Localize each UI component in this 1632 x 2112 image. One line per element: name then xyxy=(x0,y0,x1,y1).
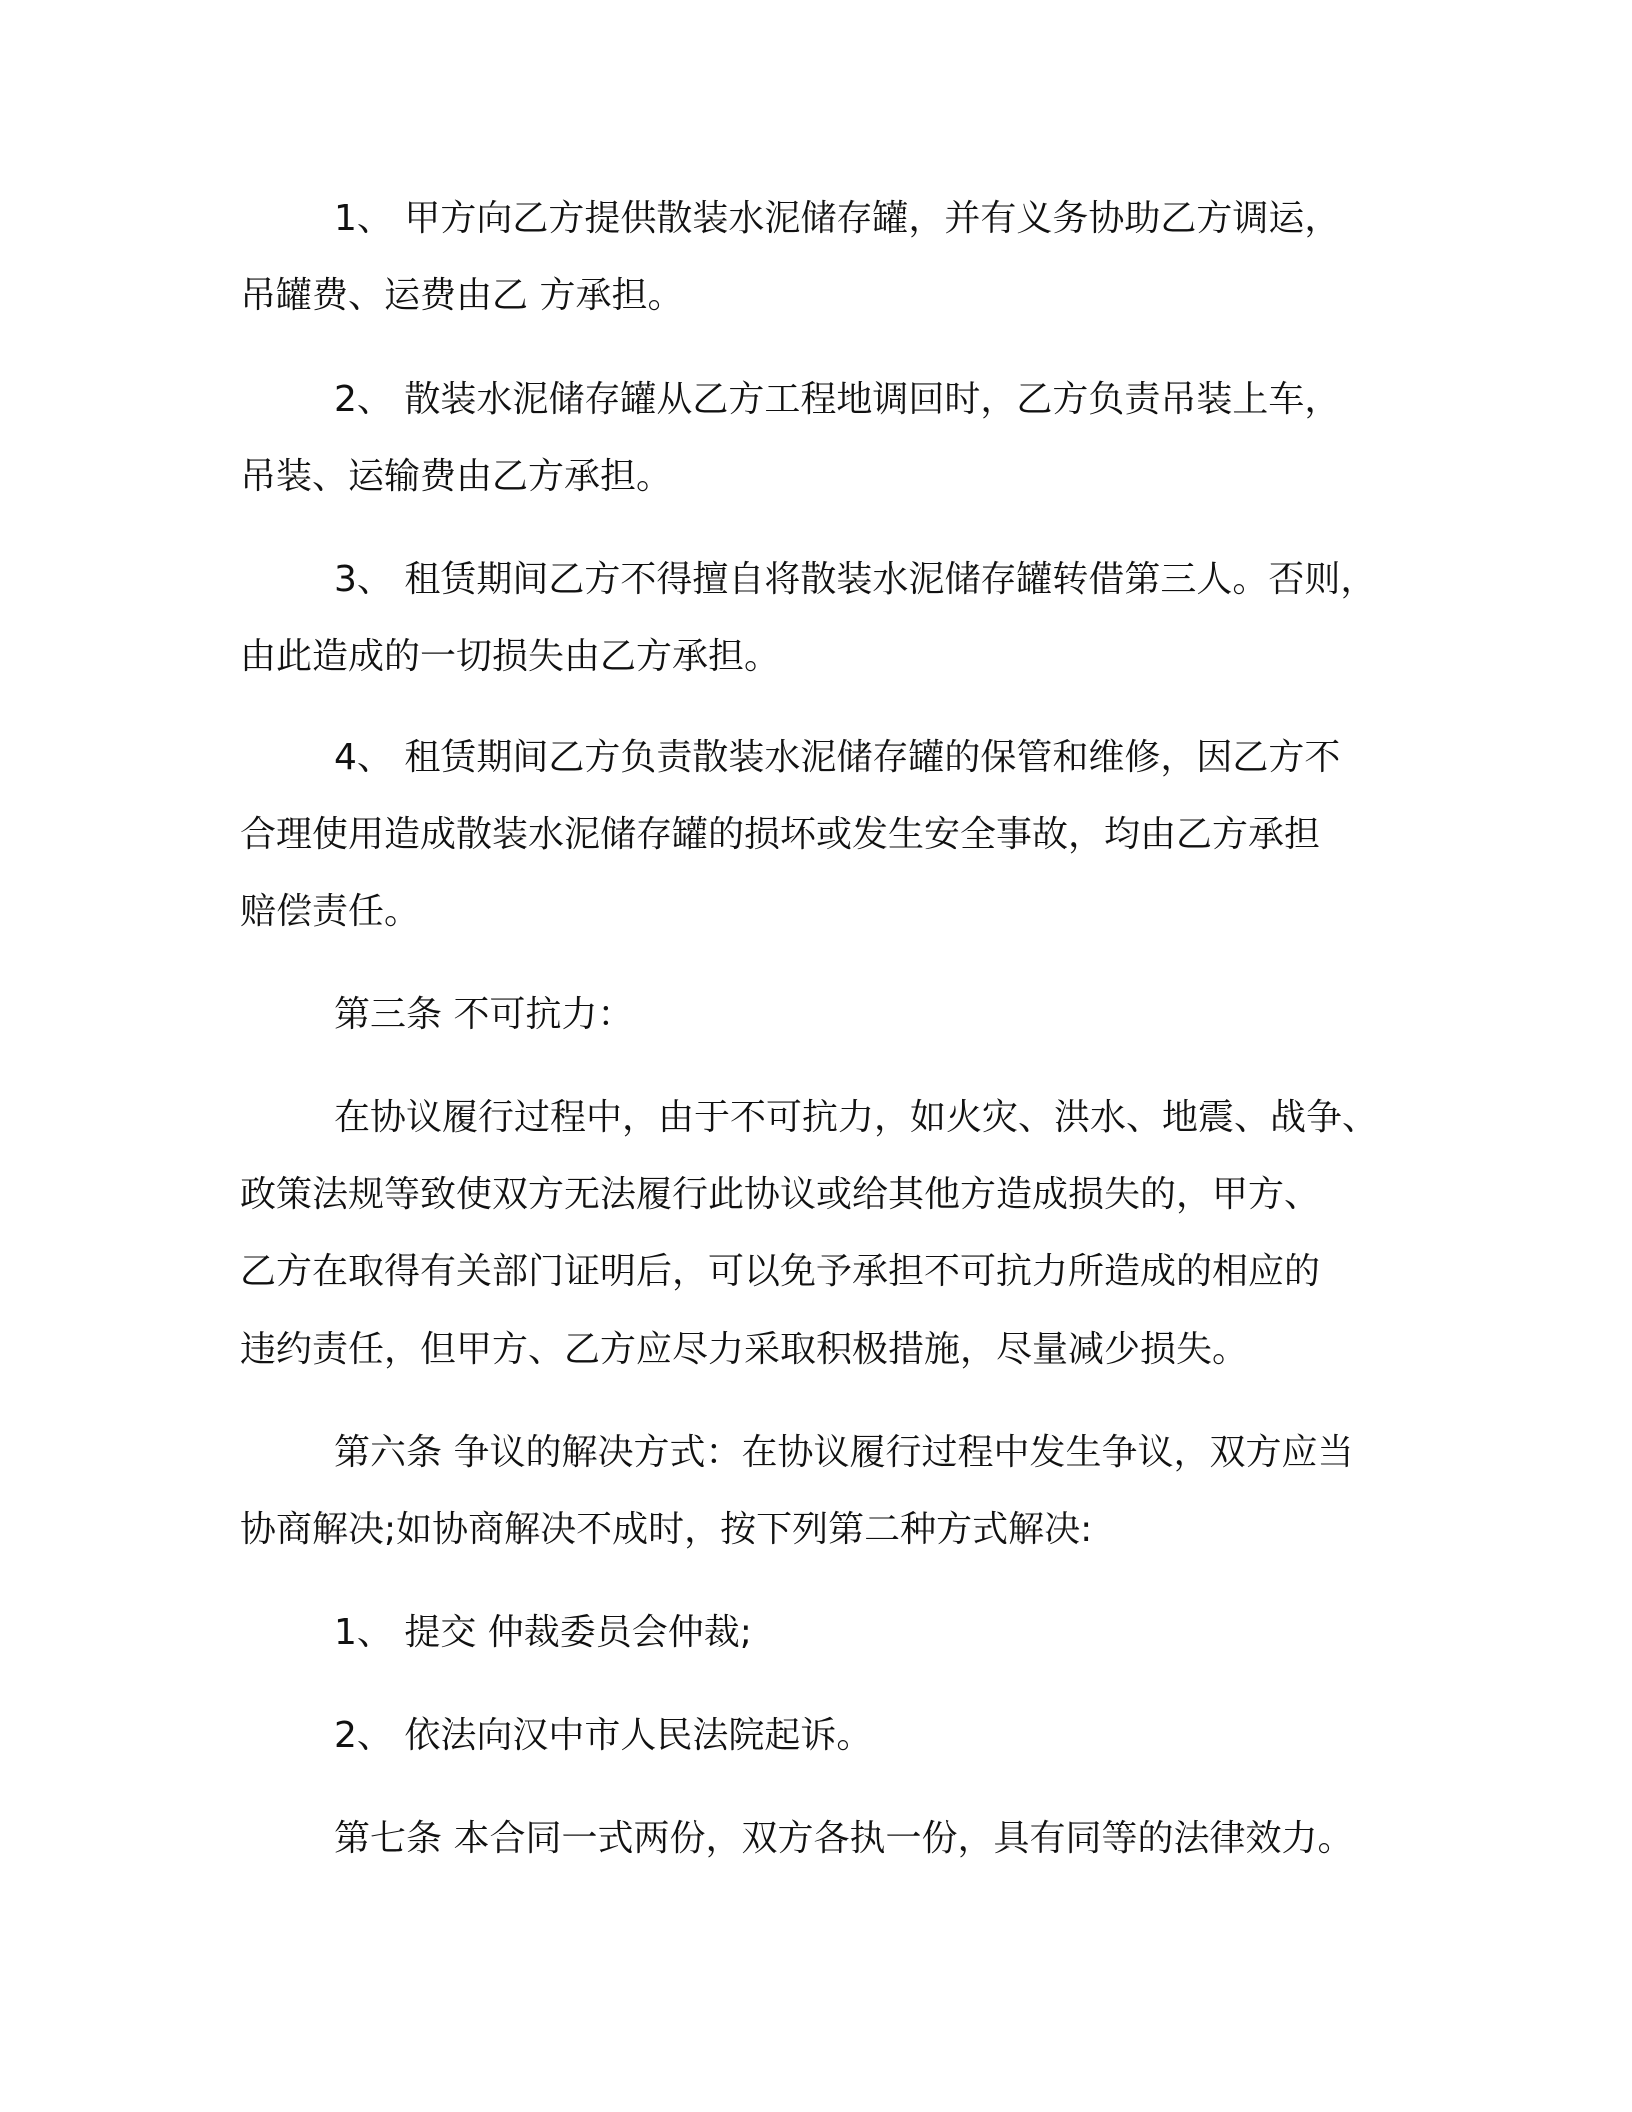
article-3-para-line-4: 违约责任，但甲方、乙方应尽力采取积极措施，尽量减少损失。 xyxy=(240,1329,1249,1370)
article-3-heading: 第三条 不可抗力： xyxy=(334,994,634,1035)
article-3-para-line-2: 政策法规等致使双方无法履行此协议或给其他方造成损失的，甲方、 xyxy=(240,1174,1321,1215)
clause-2-line-1: 2、 散装水泥储存罐从乙方工程地调回时，乙方负责吊装上车， xyxy=(334,379,1341,420)
clause-3-line-1: 3、 租赁期间乙方不得擅自将散装水泥储存罐转借第三人。否则， xyxy=(334,559,1377,600)
article-6-line-2: 协商解决;如协商解决不成时，按下列第二种方式解决: xyxy=(240,1509,1093,1550)
article-3-para-line-1: 在协议履行过程中，由于不可抗力，如火灾、洪水、地震、战争、 xyxy=(334,1097,1379,1138)
dispute-option-1: 1、 提交 仲裁委员会仲裁; xyxy=(334,1612,752,1653)
clause-3-line-2: 由此造成的一切损失由乙方承担。 xyxy=(240,636,781,677)
article-3-para-line-3: 乙方在取得有关部门证明后，可以免予承担不可抗力所造成的相应的 xyxy=(240,1251,1321,1292)
clause-4-line-2: 合理使用造成散装水泥储存罐的损坏或发生安全事故，均由乙方承担 xyxy=(240,814,1321,855)
clause-1-line-1: 1、 甲方向乙方提供散装水泥储存罐，并有义务协助乙方调运， xyxy=(334,198,1341,239)
clause-4-line-1: 4、 租赁期间乙方负责散装水泥储存罐的保管和维修，因乙方不 xyxy=(334,737,1341,778)
article-7: 第七条 本合同一式两份，双方各执一份，具有同等的法律效力。 xyxy=(334,1818,1354,1859)
clause-4-line-3: 赔偿责任。 xyxy=(240,891,421,932)
clause-2-line-2: 吊装、运输费由乙方承担。 xyxy=(240,456,673,497)
dispute-option-2: 2、 依法向汉中市人民法院起诉。 xyxy=(334,1715,873,1756)
clause-1-line-2: 吊罐费、运费由乙 方承担。 xyxy=(240,275,684,316)
article-6-line-1: 第六条 争议的解决方式：在协议履行过程中发生争议，双方应当 xyxy=(334,1432,1354,1473)
